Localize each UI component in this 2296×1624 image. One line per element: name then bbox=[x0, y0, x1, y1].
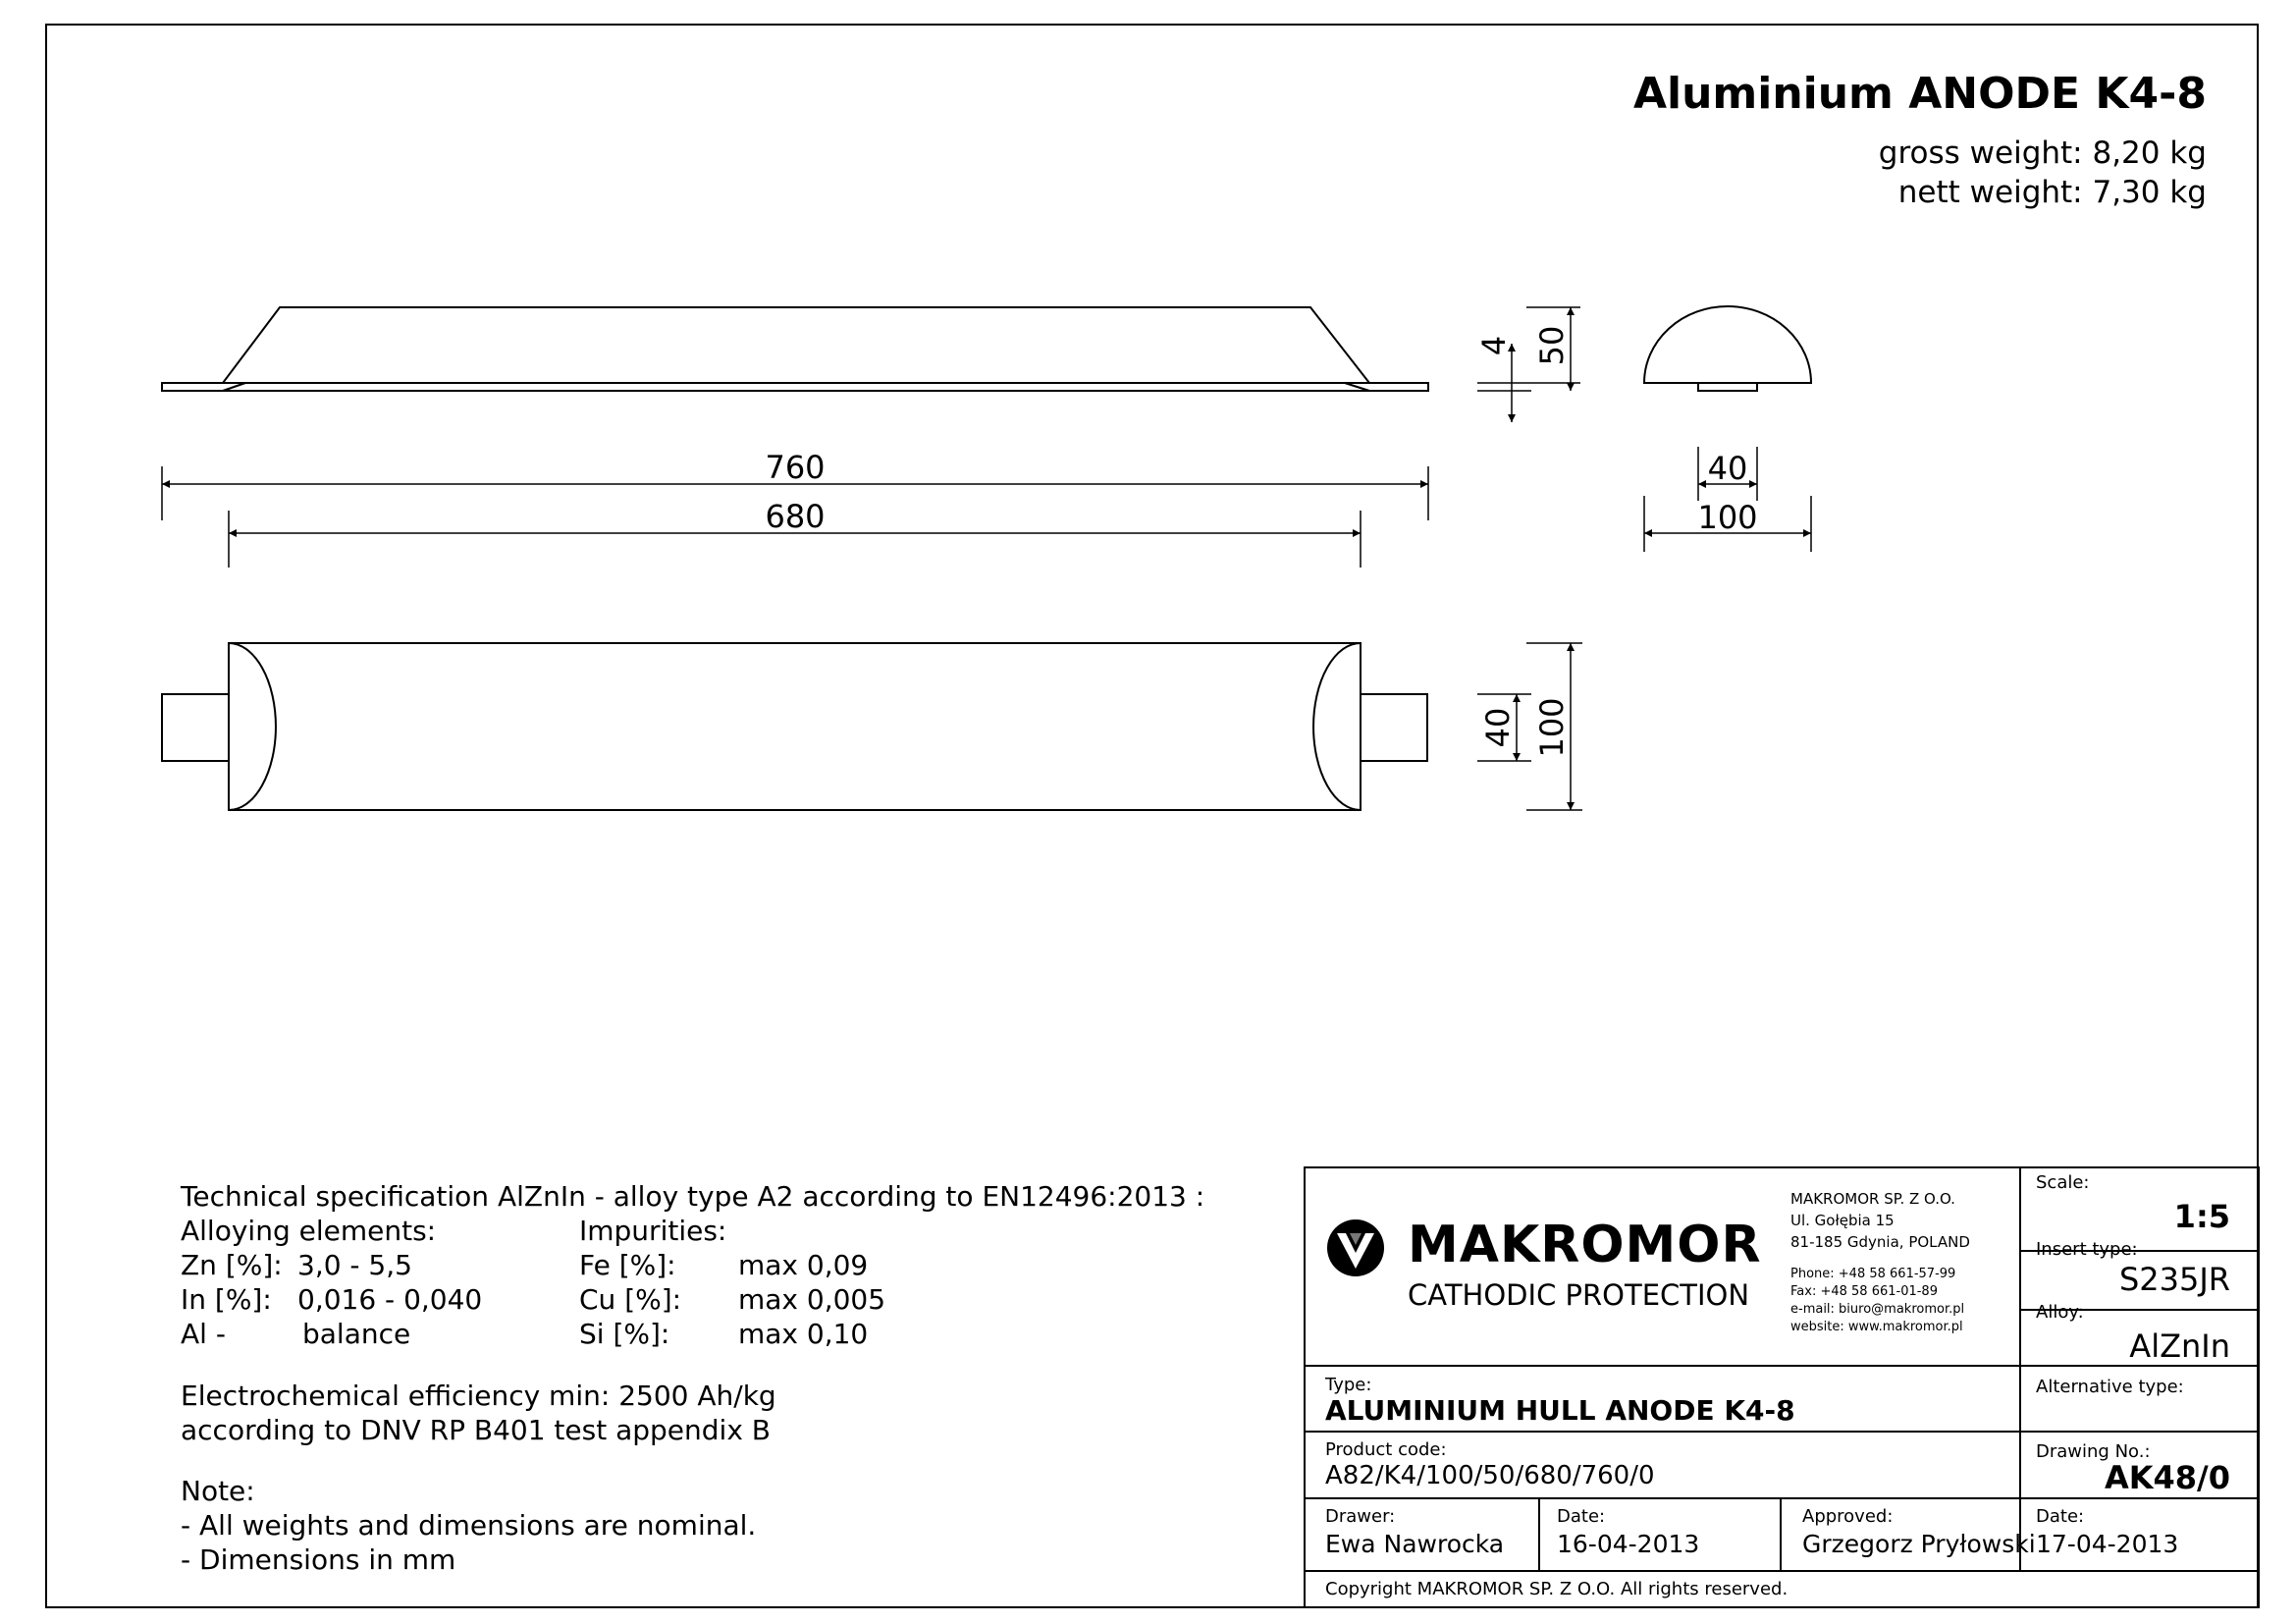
dim-680: 680 bbox=[765, 498, 826, 535]
anode-plan-view bbox=[162, 643, 1427, 810]
contact-website: website: www.makromor.pl bbox=[1790, 1320, 1963, 1334]
drawer-value: Ewa Nawrocka bbox=[1325, 1530, 1505, 1558]
spec-impurity: Cu [%]: bbox=[579, 1283, 682, 1316]
contact-phone: Phone: +48 58 661-57-99 bbox=[1790, 1267, 1956, 1281]
product-code-value: A82/K4/100/50/680/760/0 bbox=[1325, 1461, 1655, 1490]
impurities-label: Impurities: bbox=[579, 1215, 727, 1247]
makromor-logo-icon bbox=[1325, 1218, 1386, 1278]
alternative-type-label: Alternative type: bbox=[2036, 1377, 2184, 1397]
gross-weight: gross weight: 8,20 kg bbox=[1878, 135, 2207, 171]
spec-element-value: balance bbox=[302, 1318, 411, 1350]
spec-element-value: 3,0 - 5,5 bbox=[297, 1249, 412, 1281]
spec-impurity: Si [%]: bbox=[579, 1318, 670, 1350]
dim-100-plan: 100 bbox=[1533, 697, 1571, 758]
scale-label: Scale: bbox=[2036, 1172, 2090, 1193]
company-subtitle: CATHODIC PROTECTION bbox=[1408, 1278, 1750, 1312]
spec-element-value: 0,016 - 0,040 bbox=[297, 1283, 483, 1316]
drawer-label: Drawer: bbox=[1325, 1506, 1396, 1527]
nett-weight: nett weight: 7,30 kg bbox=[1897, 175, 2207, 210]
dim-760: 760 bbox=[765, 449, 826, 486]
approved-value: Grzegorz Pryłowski bbox=[1802, 1530, 2036, 1558]
drawing-title: Aluminium ANODE K4-8 bbox=[1632, 69, 2207, 119]
dim-4: 4 bbox=[1475, 335, 1513, 356]
spec-element: Zn [%]: bbox=[181, 1249, 283, 1281]
insert-type-value: S235JR bbox=[2118, 1261, 2230, 1298]
dim-100-end: 100 bbox=[1697, 499, 1758, 536]
anode-end-view bbox=[1644, 306, 1811, 391]
anode-side-view bbox=[162, 307, 1428, 391]
alloy-value: AlZnIn bbox=[2129, 1327, 2230, 1365]
scale-value: 1:5 bbox=[2173, 1198, 2230, 1235]
insert-type-label: Insert type: bbox=[2036, 1239, 2138, 1260]
spec-impurity-value: max 0,005 bbox=[738, 1283, 886, 1316]
alloy-label: Alloy: bbox=[2036, 1302, 2084, 1323]
company-name: MAKROMOR bbox=[1408, 1216, 1762, 1274]
spec-element: In [%]: bbox=[181, 1283, 272, 1316]
drawing-no-label: Drawing No.: bbox=[2036, 1441, 2151, 1462]
copyright: Copyright MAKROMOR SP. Z O.O. All rights reserved. bbox=[1325, 1579, 1789, 1599]
efficiency-line-2: according to DNV RP B401 test appendix B bbox=[181, 1414, 772, 1446]
contact-email: e-mail: biuro@makromor.pl bbox=[1790, 1302, 1965, 1317]
drawing-no-value: AK48/0 bbox=[2104, 1459, 2230, 1496]
note-label: Note: bbox=[181, 1475, 255, 1507]
address-line: MAKROMOR SP. Z O.O. bbox=[1790, 1190, 1955, 1208]
alloying-label: Alloying elements: bbox=[181, 1215, 437, 1247]
address-line: 81-185 Gdynia, POLAND bbox=[1790, 1233, 1970, 1251]
address-line: Ul. Gołębia 15 bbox=[1790, 1212, 1895, 1229]
approved-label: Approved: bbox=[1802, 1506, 1894, 1527]
date-label: Date: bbox=[1557, 1506, 1606, 1527]
approval-date-label: Date: bbox=[2036, 1506, 2085, 1527]
dim-50: 50 bbox=[1533, 325, 1571, 366]
title-block bbox=[1304, 1166, 2260, 1608]
date-value: 16-04-2013 bbox=[1557, 1530, 1700, 1558]
type-label: Type: bbox=[1325, 1375, 1372, 1395]
note-1: - All weights and dimensions are nominal. bbox=[181, 1509, 757, 1542]
efficiency-line-1: Electrochemical efficiency min: 2500 Ah/kg bbox=[181, 1380, 776, 1412]
spec-impurity: Fe [%]: bbox=[579, 1249, 676, 1281]
spec-impurity-value: max 0,09 bbox=[738, 1249, 869, 1281]
approval-date-value: 17-04-2013 bbox=[2036, 1530, 2179, 1558]
type-value: ALUMINIUM HULL ANODE K4-8 bbox=[1325, 1394, 1795, 1427]
dim-40-end: 40 bbox=[1707, 450, 1748, 487]
spec-heading: Technical specification AlZnIn - alloy type A2 according to EN12496:2013 : bbox=[181, 1180, 1205, 1213]
spec-element: Al - bbox=[181, 1318, 226, 1350]
product-code-label: Product code: bbox=[1325, 1439, 1447, 1460]
contact-fax: Fax: +48 58 661-01-89 bbox=[1790, 1284, 1938, 1299]
note-2: - Dimensions in mm bbox=[181, 1543, 456, 1576]
dim-40-plan: 40 bbox=[1479, 707, 1517, 748]
spec-impurity-value: max 0,10 bbox=[738, 1318, 869, 1350]
